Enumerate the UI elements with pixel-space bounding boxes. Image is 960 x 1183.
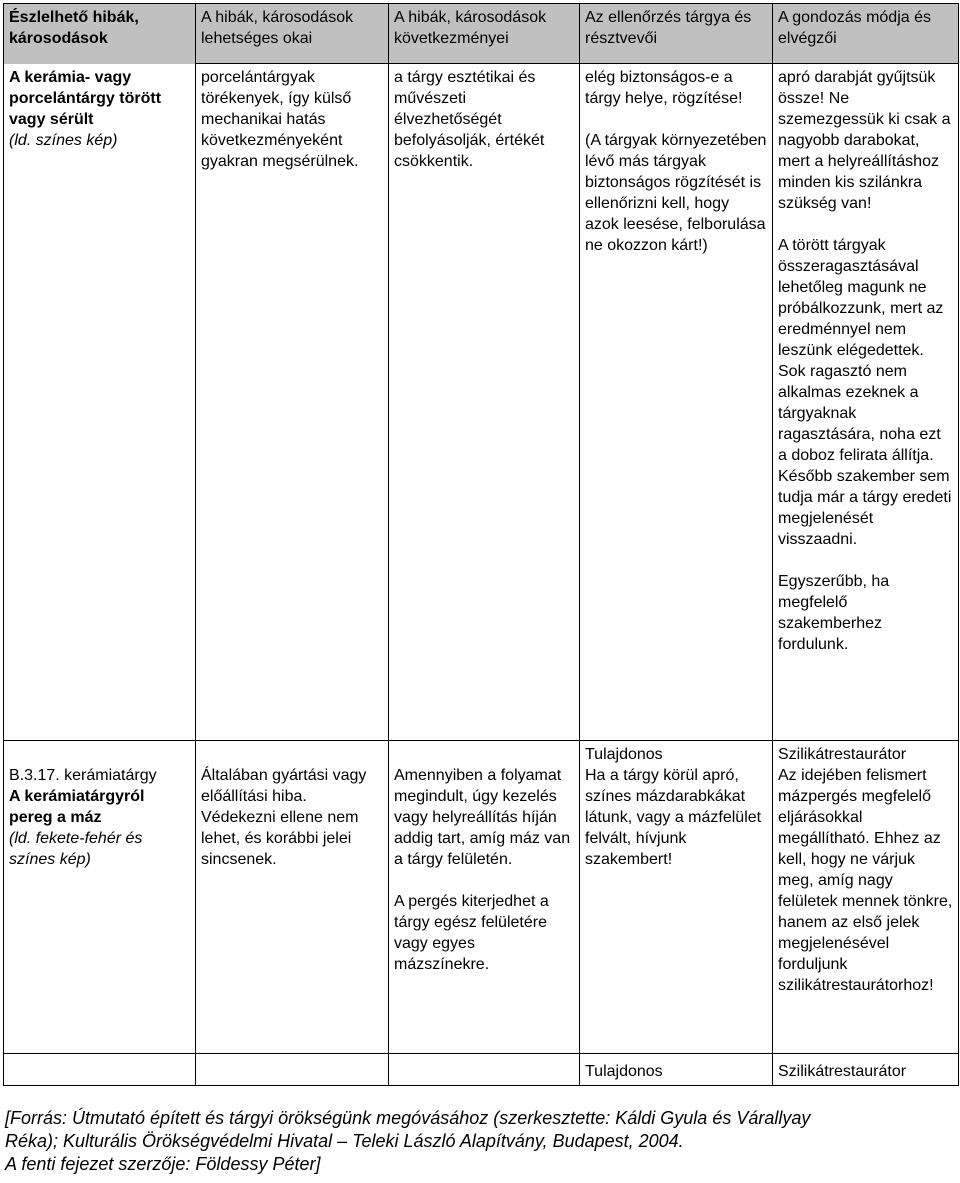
care-role-cell bbox=[773, 1054, 959, 1086]
table-row bbox=[4, 741, 959, 1054]
damage-description-cell bbox=[4, 741, 196, 1054]
source-line-1: [Forrás: Útmutató épített és tárgyi örökségünk megóvásához (szerkesztette: Káldi Gyula és Várallyay bbox=[5, 1108, 811, 1128]
care-text-1: apró darabját gyűjtsük össze! Ne szemezgessük ki csak a nagyobb darabokat, mert a helyreállításhoz minden kis szilánkra szükség van! bbox=[778, 69, 951, 212]
consequences-text-2: A pergés kiterjedhet a tárgy egész felületére vagy egyes mázszínekre. bbox=[394, 893, 549, 973]
care-text-2: A törött tárgyak összeragasztásával lehetőleg magunk ne próbálkozzunk, mert az eredménnyel nem leszünk elégedettek. Sok ragasztó nem alkalmas ezeknek a tárgyaknak ragasztására, noha ezt a doboz felirata állítja. Később szakember sem tudja már a tárgy eredeti megjelenését visszaadni. bbox=[778, 237, 952, 548]
empty-cell bbox=[196, 1054, 389, 1086]
source-citation bbox=[5, 1107, 955, 1176]
consequences-text-1: Amennyiben a folyamat megindult, úgy kezelés vagy helyreállítás híján addig tart, amíg máz van a tárgy felületén. bbox=[394, 767, 571, 868]
care-text-3: Egyszerűbb, ha megfelelő szakemberhez fordulunk. bbox=[778, 573, 890, 653]
image-reference: (ld. fekete-fehér és színes kép) bbox=[9, 830, 143, 868]
source-line-2: Réka); Kulturális Örökségvédelmi Hivatal – Teleki László Alapítvány, Budapest, 2004. bbox=[5, 1131, 684, 1151]
empty-cell bbox=[4, 1054, 196, 1086]
consequences-cell bbox=[389, 64, 580, 741]
header-row bbox=[4, 4, 959, 64]
header-possible-causes: A hibák, károsodások lehetséges okai bbox=[196, 4, 389, 64]
causes-text: porcelántárgyak törékenyek, így külső mechanikai hatás következményeként gyakran megsérülnek. bbox=[201, 69, 359, 170]
care-text: Az idejében felismert mázpergés megfelelő eljárásokkal megállítható. Ehhez az kell, hogy ne várjuk meg, amíg nagy felületek mennek tönkre, hanem az első jelek megjelenésével forduljunk szilikátrestaurátorhoz! bbox=[778, 767, 953, 994]
image-reference: (ld. színes kép) bbox=[9, 131, 118, 149]
damage-title: A kerámiatárgyról pereg a máz bbox=[9, 788, 145, 826]
causes-cell bbox=[196, 64, 389, 741]
care-role: Szilikátrestaurátor bbox=[778, 1063, 907, 1080]
damage-title: A kerámia- vagy porcelántárgy törött vagy sérült bbox=[9, 68, 162, 128]
table-row bbox=[4, 1054, 959, 1086]
care-cell bbox=[773, 64, 959, 741]
care-cell bbox=[773, 741, 959, 1054]
inspection-cell bbox=[580, 64, 773, 741]
source-line-3: A fenti fejezet szerzője: Földessy Péter] bbox=[5, 1154, 321, 1174]
inspection-role: Tulajdonos bbox=[585, 1063, 663, 1080]
inspection-text: elég biztonságos-e a tárgy helye, rögzítése! bbox=[585, 69, 743, 107]
item-code: B.3.17. kerámiatárgy bbox=[9, 767, 157, 784]
consequences-cell bbox=[389, 741, 580, 1054]
inspection-cell bbox=[580, 741, 773, 1054]
header-inspection: Az ellenőrzés tárgya és résztvevői bbox=[580, 4, 773, 64]
header-care: A gondozás módja és elvégzői bbox=[773, 4, 959, 64]
causes-cell bbox=[196, 741, 389, 1054]
damage-description-cell bbox=[4, 64, 196, 741]
consequences-text: a tárgy esztétikai és művészeti élvezhetőségét befolyásolják, értékét csökkentik. bbox=[394, 69, 545, 170]
inspection-role-cell bbox=[580, 1054, 773, 1086]
table-row bbox=[4, 64, 959, 741]
inspection-role: Tulajdonos bbox=[585, 746, 663, 763]
inspection-note: (A tárgyak környezetében lévő más tárgyak biztonságos rögzítését is ellenőrizni kell, hogy azok leesése, felborulása ne okozzon kárt!) bbox=[585, 132, 767, 254]
empty-cell bbox=[389, 1054, 580, 1086]
header-consequences: A hibák, károsodások következményei bbox=[389, 4, 580, 64]
care-role: Szilikátrestaurátor bbox=[778, 746, 907, 763]
causes-text: Általában gyártási vagy előállítási hiba. Védekezni ellene nem lehet, és korábbi jelei sincsenek. bbox=[201, 767, 367, 868]
damage-table bbox=[3, 3, 959, 1086]
inspection-text: Ha a tárgy körül apró, színes mázdarabkákat látunk, vagy a mázfelület felvált, hívjunk szakembert! bbox=[585, 767, 762, 868]
header-observed-damage: Észlelhető hibák, károsodások bbox=[4, 4, 196, 64]
